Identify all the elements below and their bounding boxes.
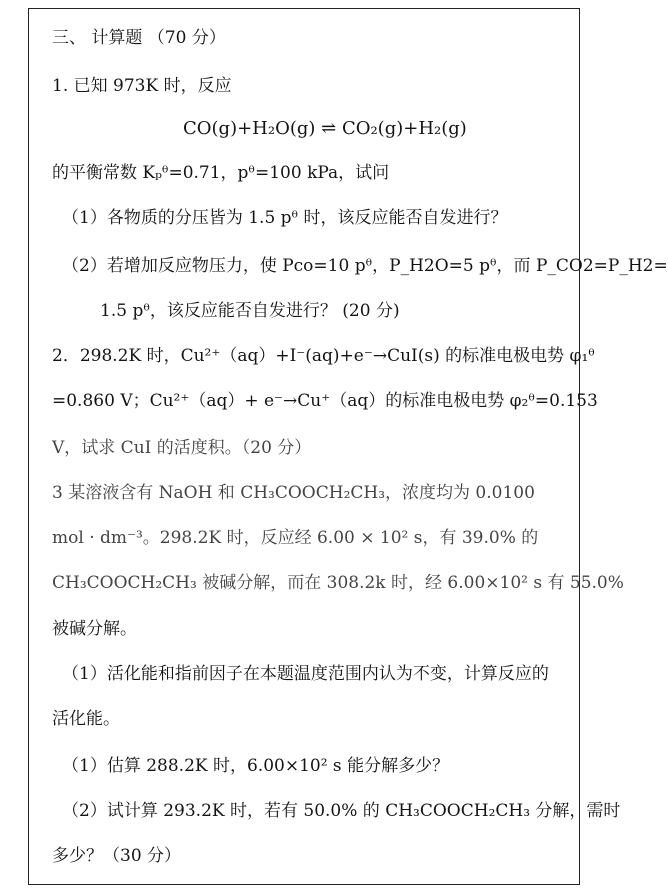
q3-part3-line1: （2）试计算 293.2K 时，若有 50.0% 的 CH₃COOCH₂CH₃ 分解，需时 xyxy=(62,801,621,821)
q3-part2: （1）估算 288.2K 时，6.00×10² s 能分解多少？ xyxy=(62,756,450,776)
q1-condition: 的平衡常数 Kₚᶿ=0.71，pᶿ=100 kPa，试问 xyxy=(52,163,390,183)
q3-line4: 被碱分解。 xyxy=(52,619,137,639)
section-title: 三、 计算题 （70 分） xyxy=(52,28,226,48)
q1-equation: CO(g)+H₂O(g) ⇌ CO₂(g)+H₂(g) xyxy=(183,118,467,139)
q1-part2-line2: 1.5 pᶿ，该反应能否自发进行？ (20 分) xyxy=(100,301,400,321)
q3-line2: mol · dm⁻³。298.2K 时，反应经 6.00 × 10² s，有 39.0% 的 xyxy=(52,528,539,548)
q2-line3: V，试求 CuI 的活度积。（20 分） xyxy=(52,438,312,458)
q3-line1: 3 某溶液含有 NaOH 和 CH₃COOCH₂CH₃，浓度均为 0.0100 xyxy=(52,483,535,503)
q1-intro: 1. 已知 973K 时，反应 xyxy=(52,76,232,96)
q3-line3: CH₃COOCH₂CH₃ 被碱分解，而在 308.2k 时，经 6.00×10² s 有 55.0% xyxy=(52,573,624,593)
q2-line1: 2．298.2K 时，Cu²⁺（aq）+I⁻(aq)+e⁻→CuI(s) 的标准电极电势 φ₁ᶿ xyxy=(52,346,595,366)
q3-part1-line1: （1）活化能和指前因子在本题温度范围内认为不变，计算反应的 xyxy=(62,664,549,684)
q1-part1: （1）各物质的分压皆为 1.5 pᶿ 时，该反应能否自发进行？ xyxy=(62,208,508,228)
q1-part2-line1: （2）若增加反应物压力，使 Pco=10 pᶿ，P_H2O=5 pᶿ，而 P_CO2=P_H2= xyxy=(62,256,668,276)
q3-part1-line2: 活化能。 xyxy=(52,709,120,729)
q2-line2: =0.860 V；Cu²⁺（aq）+ e⁻→Cu⁺（aq）的标准电极电势 φ₂ᶿ=0.153 xyxy=(52,391,598,411)
q3-part3-line2: 多少？（30 分） xyxy=(52,846,182,866)
